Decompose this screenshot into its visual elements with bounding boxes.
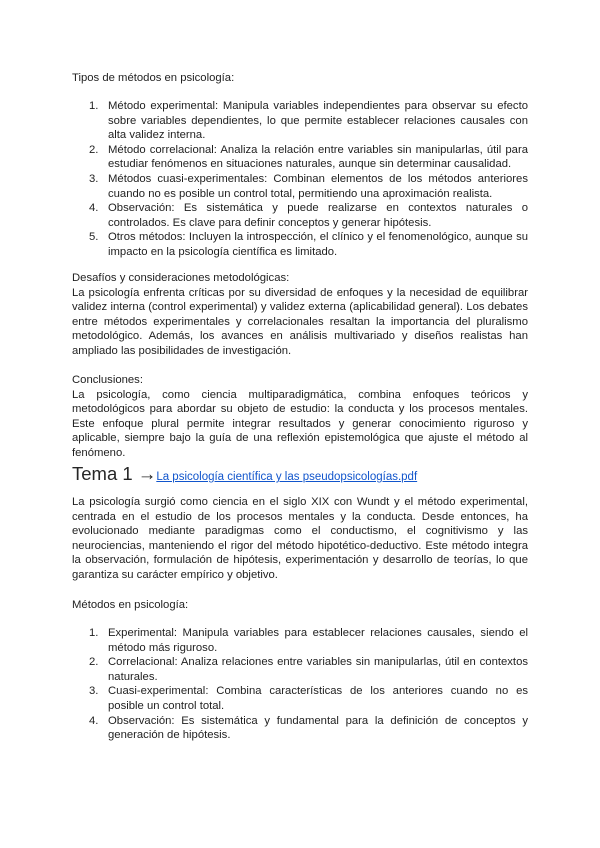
list-item: 4. Observación: Es sistemática y fundamental para la definición de conceptos y generación de hipótesis. bbox=[89, 714, 528, 742]
intro-paragraph: La psicología surgió como ciencia en el siglo XIX con Wundt y el método experimental, centrada en el estudio de los procesos mentales y la conducta. Desde entonces, ha evolucionado mediante paradigmas como el conductismo, el cognitivismo y las neurociencias, manteniendo el rigor del método hipotético-deductivo. Este método integra la observación, formulación de hipótesis, experimentación y desarrollo de teorías, lo que garantiza su carácter empírico y objetivo. bbox=[72, 496, 528, 581]
section1-list-block bbox=[72, 99, 528, 260]
conclusions-paragraph: La psicología, como ciencia multiparadigmática, combina enfoques teóricos y metodológicos para abordar su objeto de estudio: la conducta y los procesos mentales. Este enfoque plural permite integrar resultados y generar conocimiento riguroso y aplicable, siempre bajo la guía de una reflexión epistemológica que ajuste el método al fenómeno. bbox=[72, 388, 528, 459]
methods-list-2 bbox=[72, 626, 528, 743]
intro-block bbox=[72, 495, 528, 583]
section2-heading: Métodos en psicología: bbox=[72, 599, 189, 611]
list-item: 1. Método experimental: Manipula variables independientes para observar su efecto sobre variables dependientes, lo que permite establecer relaciones causales con alta validez interna. bbox=[89, 100, 528, 142]
list-item: 2. Correlacional: Analiza relaciones entre variables sin manipularlas, útil en contextos naturales. bbox=[89, 656, 528, 683]
list-item: 5. Otros métodos: Incluyen la introspección, el clínico y el fenomenológico, aunque su impacto en la psicología científica es limitado. bbox=[89, 231, 528, 258]
section1-heading: Tipos de métodos en psicología: bbox=[72, 72, 235, 84]
list-item: 3. Cuasi-experimental: Combina características de los anteriores cuando no es posible un control total. bbox=[89, 685, 528, 712]
section1-heading-block bbox=[72, 71, 528, 86]
challenges-paragraph: La psicología enfrenta críticas por su diversidad de enfoques y la necesidad de equilibrar validez interna (control experimental) y validez externa (aplicabilidad general). Los debates entre métodos experimentales y correlacionales resaltan la importancia del pluralismo metodológico. Además, los avances en análisis multivariado y diseños realistas han ampliado las posibilidades de investigación. bbox=[72, 286, 528, 357]
pdf-link[interactable]: La psicología científica y las pseudopsicologías.pdf bbox=[156, 471, 418, 483]
conclusions-heading: Conclusiones: bbox=[72, 374, 143, 386]
challenges-block bbox=[72, 271, 528, 359]
section2-heading-block bbox=[72, 598, 528, 613]
list-item: 4. Observación: Es sistemática y puede realizarse en contextos naturales o controlados. Es clave para definir conceptos y generar hipótesis. bbox=[89, 202, 528, 229]
section2-list-block bbox=[72, 626, 528, 743]
challenges-heading: Desafíos y consideraciones metodológicas: bbox=[72, 272, 290, 284]
list-item: 1. Experimental: Manipula variables para establecer relaciones causales, siendo el método más riguroso. bbox=[89, 627, 528, 654]
methods-list bbox=[72, 99, 528, 260]
conclusions-block bbox=[72, 373, 528, 461]
list-item: 3. Métodos cuasi-experimentales: Combinan elementos de los métodos anteriores cuando no es posible un control total, permitiendo una aproximación realista. bbox=[89, 172, 528, 200]
list-item: 2. Método correlacional: Analiza la relación entre variables sin manipularlas, útil para estudiar fenómenos en situaciones naturales, aunque sin determinar causalidad. bbox=[89, 143, 528, 171]
tema-heading-block bbox=[72, 463, 528, 488]
tema-title: Tema 1 →La psicología científica y las pseudopsicologías.pdf bbox=[72, 463, 418, 484]
